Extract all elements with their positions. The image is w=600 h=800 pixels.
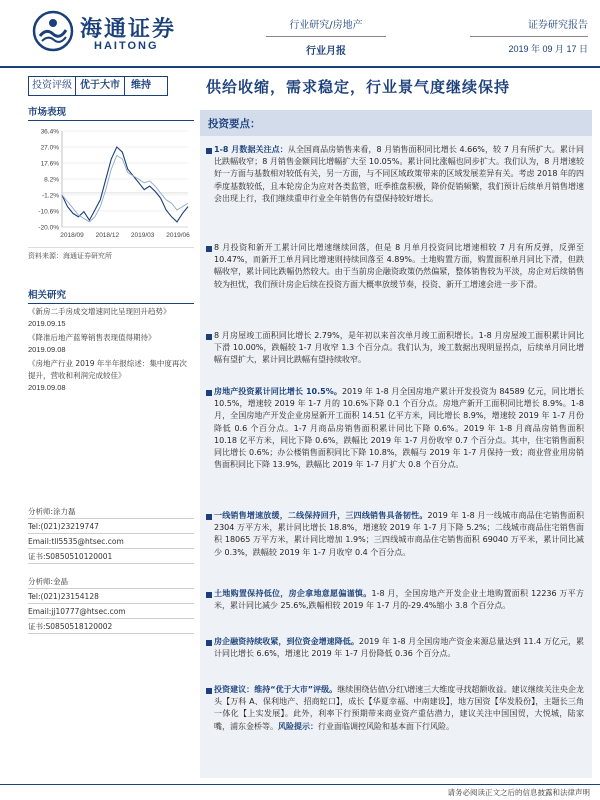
analyst-tel: Tel:(021)23154128 [28, 589, 194, 604]
key-point-paragraph [214, 386, 584, 471]
key-point-lead: 房企融资持续收紧，到位资金增速降低。 [214, 637, 359, 646]
bullet-icon [206, 688, 212, 694]
bullet-icon [206, 514, 212, 520]
key-point-text: 继续围绕估值\分红\增速三大维度寻找超额收益。建议继续关注央企龙头【万科 A、保利地产、招商蛇口】，成长【华夏幸福、中南建设】，地方国资【华发股份】，主题长三角一体化【上实发展】。此外，利率下行预期带来商业资产重估潜力，建议关注中国国贸，大悦城，陆家嘴，浦东金桥等。 [214, 685, 585, 731]
chart-source: 资料来源：海通证券研究所 [28, 247, 194, 261]
haitong-logo-icon [32, 10, 74, 52]
section-divider [28, 303, 194, 304]
related-item[interactable] [28, 306, 194, 330]
key-point-lead: 投资建议：维持“优于大市”评级。 [214, 685, 338, 694]
x-tick-label: 2018/09 [60, 232, 84, 239]
bullet-icon [206, 390, 212, 396]
related-item[interactable] [28, 332, 194, 356]
key-point-text: 1-8 月，全国房地产开发企业土地购置面积 12236 万平方米，累计同比减少 25.6%,跌幅相较 2019 年 1-7 月的-29.4%缩小 3.8 个百分点。 [214, 589, 584, 611]
rating-label: 投资评级 [29, 77, 76, 95]
rating-value: 优于大市 [76, 77, 125, 95]
series-line-csi300 [62, 156, 188, 222]
key-point-paragraph [214, 588, 584, 612]
key-point-paragraph [214, 510, 584, 559]
analyst-info [28, 504, 194, 634]
analyst-cert: 证书:S0850510120001 [28, 549, 194, 564]
header-right [470, 16, 588, 55]
y-tick-label: -1.2% [42, 192, 59, 200]
analyst-email[interactable]: Email:jj10777@htsec.com [28, 604, 194, 619]
key-point-paragraph [214, 144, 584, 205]
key-points-panel [200, 110, 592, 778]
logo-english-name: HAITONG [94, 40, 159, 52]
bullet-icon [206, 148, 212, 154]
y-tick-label: -20.0% [38, 224, 59, 232]
key-point-text: 从全国商品房销售来看，8 月销售面积同比增长 4.66%，较 7 月有所扩大。累计同比跌幅收窄；8 月销售金额同比增幅扩大至 10.05%。累计同比涨幅也同步扩大。我们认为，8 月增速较好一方面与基数相对较低有关，另一方面，与不同区域政策带来的区域发展差异有关。考虑 2018 年的四季度基数较低，且本轮房企为应对各类监管，旺季推盘积极，降价促销频繁，我们预计后续单月销售增速会出现上行，我们继续重申行业全年销售仍有望保持较好增长。 [214, 145, 584, 203]
key-point-text: 8 月房屋竣工面积同比增长 2.79%，是年初以来首次单月竣工面积增长。1-8 月房屋竣工面积累计同比下滑 10.00%，跌幅较 1-7 月收窄 1.3 个百分点。我们认为，竣工数据出现明显拐点，后续单月同比增幅有望扩大，累计同比跌幅有望持续收窄。 [214, 331, 584, 365]
analyst-tel: Tel:(021)23219747 [28, 519, 194, 534]
related-item-date: 2019.09.15 [28, 319, 66, 328]
left-column [28, 104, 194, 394]
key-point-text: 2019 年 1-8 月全国房地产资金来源总量达到 11.4 万亿元，累计同比增长 6.6%，增速比 2019 年 1-7 月份降低 0.36 个百分点。 [214, 637, 585, 659]
market-chart [28, 125, 194, 243]
related-item[interactable] [28, 358, 194, 394]
header-divider [0, 66, 600, 68]
report-date: 2019 年 09 月 17 日 [508, 44, 588, 54]
key-point-text: 8 月投资和新开工累计同比增速继续回落，但是 8 月单月投资同比增速相较 7 月有所反弹，反弹至 10.47%，而新开工单月同比增速则持续回落至 4.89%。土地购置方面，购置面积单月同比下滑，但跌幅收窄，累计同比跌幅仍然较大。由于当前房企融资政策仍然偏紧，整体销售较为平淡，房企对后续销售较为担忧，我们预计房企后续在投资方面大概率放缓节奏，投资、新开工增速会进一步下滑。 [214, 243, 584, 289]
analyst-name: 分析师:涂力磊 [28, 504, 194, 519]
market-title: 市场表现 [28, 107, 67, 118]
key-point-paragraph [214, 242, 584, 291]
company-logo [32, 10, 192, 56]
report-kind: 行业月报 [306, 46, 346, 57]
x-tick-label: 2018/12 [95, 232, 120, 239]
analyst-email[interactable]: Email:tll5535@htsec.com [28, 534, 194, 549]
related-item-date: 2019.09.08 [28, 383, 66, 392]
page-title: 供给收缩，需求稳定，行业景气度继续保持 [206, 78, 511, 96]
y-tick-label: 17.6% [40, 160, 59, 168]
bullet-icon [206, 592, 212, 598]
market-chart-svg [28, 125, 194, 243]
key-point-paragraph [214, 636, 584, 660]
footer-divider [0, 784, 600, 785]
key-points-header [200, 110, 592, 136]
rating-status: 维持 [131, 80, 151, 91]
key-point-lead: 1-8 月数据关注点： [214, 145, 288, 154]
page-footer [0, 784, 600, 800]
bullet-icon [206, 640, 212, 646]
related-research [28, 287, 194, 394]
y-tick-label: -10.6% [38, 208, 59, 216]
analyst-name: 分析师:金晶 [28, 574, 194, 589]
key-point-lead: 土地购置保持低位，房企拿地意愿偏谨慎。 [214, 589, 372, 598]
key-point-lead: 一线销售增速放缓，二线保持回升，三四线销售具备韧性。 [214, 511, 428, 520]
related-item-date: 2019.09.08 [28, 345, 66, 354]
related-item-text: 《房地产行业 2019 年半年报综述：集中度再次提升，营收和利润完成较佳》 [28, 359, 187, 380]
report-type: 证券研究报告 [470, 16, 588, 37]
y-tick-label: 27.0% [40, 144, 59, 152]
logo-chinese-name: 海通证券 [80, 16, 177, 42]
y-tick-label: 8.2% [44, 176, 59, 184]
key-point-text: 2019 年 1-8 月全国房地产累计开发投资为 84589 亿元，同比增长 10.5%，增速较 2019 年 1-7 月的 10.6%下降 0.1 个百分点。房地产新开工面积同比增长 8.9%。1-8 月，全国房地产开发企业房屋新开工面积 14.51 亿平方米，同比增长 8.9%，增速较 2019 年 1-7 月份降低 0.6 个百分点。1-7 月商品房销售面积累计同比下降 0.6%。2019 年 1-8 月商品房销售面积 10.18 亿平方米，同比下降 0.6%，跌幅比 2019 年 1-7 月份收窄 0.7 个百分点。其中，住宅销售面积同比增长 0.6%；办公楼销售面积同比下降 10.8%，跌幅与 2019 年 1-7 月保持一致；商业营业用房销售面积同比下降 13.9%，跌幅比 2019 年 1-7 月扩大 0.8 个百分点。 [214, 387, 584, 470]
related-item-text: 《新房二手房成交增速同比呈现回升趋势》 [28, 307, 171, 316]
header-center [266, 16, 386, 57]
section-divider [28, 120, 194, 121]
report-header [0, 0, 600, 64]
disclaimer-text: 请务必阅读正文之后的信息披露和法律声明 [447, 788, 590, 797]
key-point-text: 2019 年 1-8 月一线城市商品住宅销售面积 2304 万平方米，累计同比增长 18.8%，增速较 2019 年 1-7 月下降 5.2%；二线城市商品住宅销售面积 18065 万平方米，累计同比增加 1.9%；三四线城市商品住宅销售面积 69040 万平米，累计同比减少 0.3%，跌幅较 2019 年 1-7 月收窄 0.4 个百分点。 [214, 511, 584, 557]
x-tick-label: 2019/06 [166, 232, 190, 239]
series-line-real-estate [62, 147, 188, 222]
bullet-icon [206, 334, 212, 340]
key-point-paragraph [214, 684, 584, 733]
industry-label: 行业研究/房地产 [266, 16, 386, 37]
x-tick-label: 2019/03 [130, 232, 155, 239]
bullet-icon [206, 246, 212, 252]
key-points-title: 投资要点： [208, 118, 261, 130]
y-tick-label: 36.4% [40, 128, 59, 136]
key-point-paragraph [214, 330, 584, 367]
key-point-lead: 房地产投资累计同比增长 10.5%。 [214, 387, 342, 396]
rating-bar [28, 76, 168, 96]
related-title: 相关研究 [28, 290, 67, 301]
risk-warning-label: 风险提示： [278, 721, 318, 731]
analyst-cert: 证书:S0850518120002 [28, 619, 194, 634]
risk-warning-text: 行业面临调控风险和基本面下行风险。 [318, 721, 454, 731]
related-item-text: 《降准后地产蓝筹销售表现值得期待》 [28, 333, 156, 342]
